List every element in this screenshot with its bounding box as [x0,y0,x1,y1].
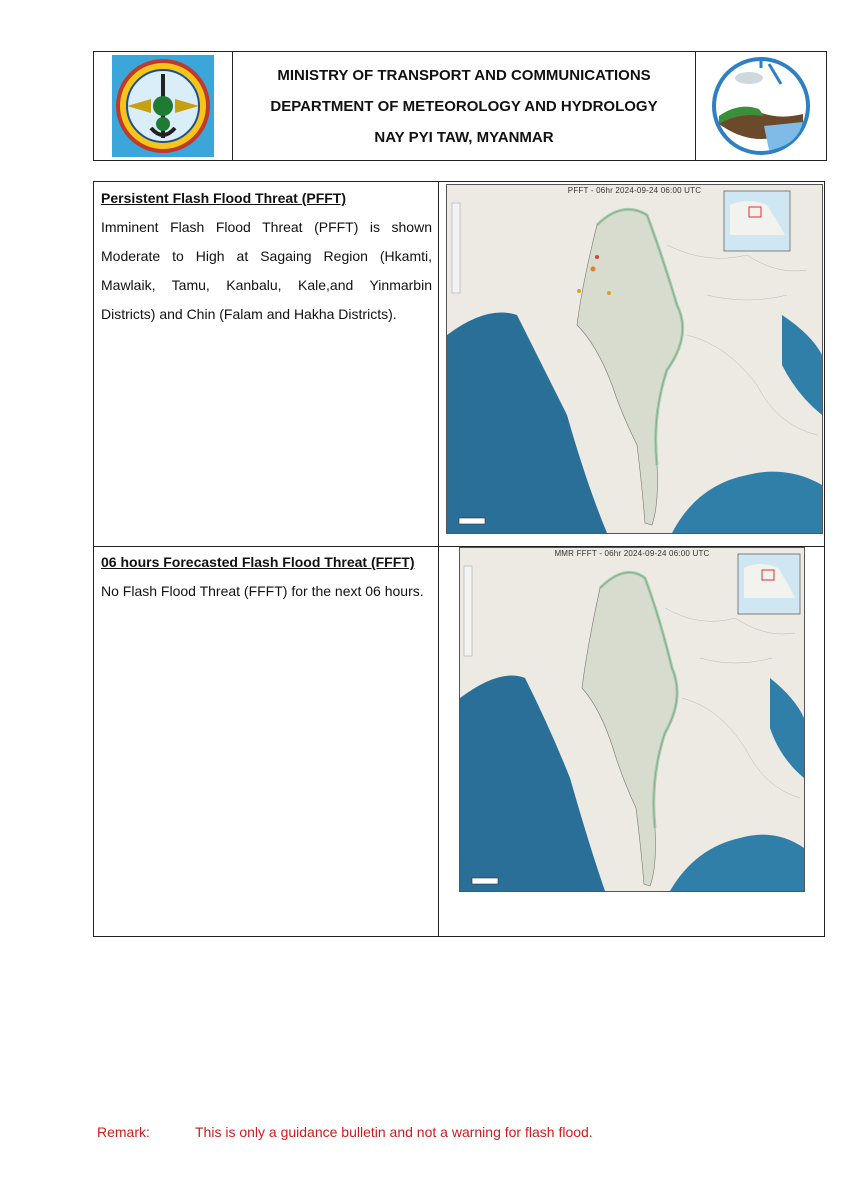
pfft-map-cell [439,182,824,546]
location-name: NAY PYI TAW, MYANMAR [374,128,554,146]
pfft-text-cell [94,182,439,546]
ffft-map-cell [439,546,824,936]
ffft-map-image [460,548,804,891]
ministry-name: MINISTRY OF TRANSPORT AND COMMUNICATIONS [277,66,651,84]
ffft-map [459,547,805,892]
dmh-logo-cell [696,52,826,160]
remark-text: This is only a guidance bulletin and not a warning for flash flood. [195,1124,593,1140]
pfft-heading: Persistent Flash Flood Threat (PFFT) [101,190,347,206]
pfft-map [446,184,823,534]
pfft-map-label: PFFT - 06hr 2024-09-24 06:00 UTC [567,186,702,195]
bulletin-table [93,181,825,937]
ffft-map-label: MMR FFFT - 06hr 2024-09-24 06:00 UTC [554,549,710,558]
ministry-logo [111,54,215,158]
pfft-row [94,182,824,547]
header-title [233,52,696,160]
bulletin-header [93,51,827,161]
ffft-heading: 06 hours Forecasted Flash Flood Threat (FFFT) [101,554,415,570]
ministry-logo-cell [94,52,233,160]
department-name: DEPARTMENT OF METEOROLOGY AND HYDROLOGY [270,97,658,115]
remark-line [97,1124,593,1140]
ffft-text-cell [94,546,439,936]
pfft-description: Imminent Flash Flood Threat (PFFT) is shown Moderate to High at Sagaing Region (Hkamti, Mawlaik, Tamu, Kanbalu, Kale,and Yinmarbin Districts) and Chin (Falam and Hakha Districts). [101,219,432,322]
ffft-row [94,546,824,936]
ffft-description: No Flash Flood Threat (FFFT) for the next 06 hours. [101,583,424,599]
pfft-map-image [447,185,822,533]
remark-label: Remark: [97,1124,150,1140]
dmh-logo [709,54,813,158]
